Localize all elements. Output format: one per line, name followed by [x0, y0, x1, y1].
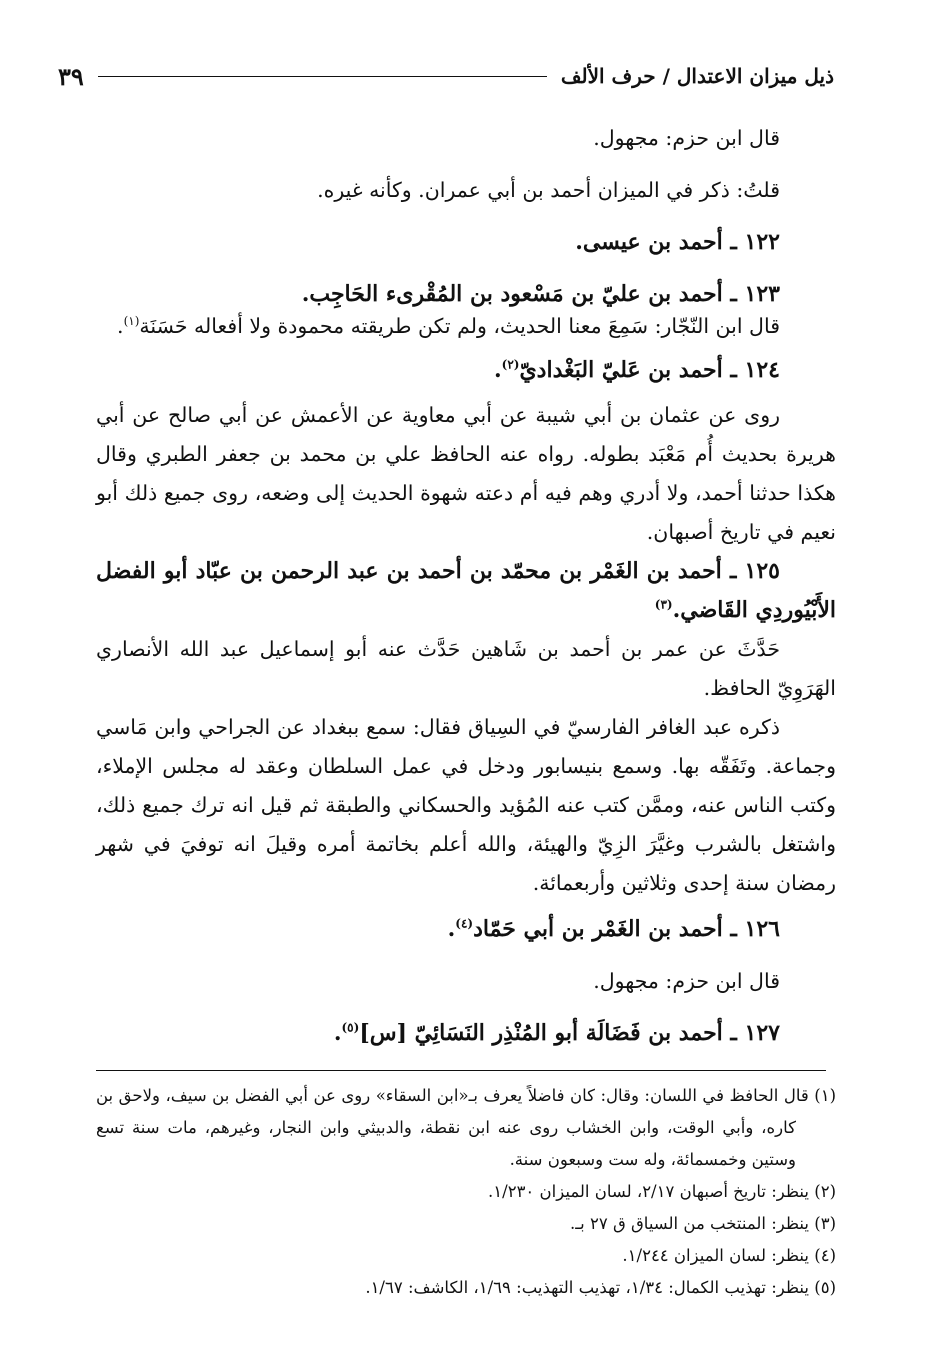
footnote: (٣) ينظر: المنتخب من السياق ق ٢٧ بـ.	[570, 1214, 836, 1233]
footnote: (١) قال الحافظ في اللسان: وقال: كان فاضلاً يعرف بـ«ابن السقاء» روى عن أبي الفضل بن سيف، ولاحق بن كاره، وأبي الوقت، وابن الخشاب روى عنه ابن نقطة، والدبيثي وابن النجار، وغيرهم، مات سنة تسع وستين وخمسمائة، وله ست وسبعون سنة.	[96, 1086, 836, 1169]
footnote-ref: (٣)	[654, 597, 673, 612]
footnote-divider	[96, 1070, 826, 1071]
paragraph: ذكره عبد الغافر الفارسيّ في السِياق فقال: سمع ببغداد عن الجراحي وابن مَاسي وجماعة. وتَفَقّه بها. وسمع بنيسابور ودخل في عمل السلطان وعقد له مجلس الإملاء، وكتب الناس عنه، وممَّن كتب عنه المُؤيد والحسكاني والطبقة ثم قيل انه ترك جميع ذلك، واشتغل بالشرب وغيَّرَ الزِيّ والهيئة، والله أعلم بخاتمة أمره وقيلَ انه توفيَ في شهر رمضان سنة إحدى وثلاثين وأربعمائة.	[96, 715, 836, 895]
footnote: (٥) ينظر: تهذيب الكمال: ١/٣٤، تهذيب التهذيب: ١/٦٩، الكاشف: ١/٦٧.	[365, 1278, 836, 1297]
footnote-ref: (٢)	[501, 357, 520, 372]
entry-heading-125: ١٢٥ ـ أحمد بن الغَمْر بن محمّد بن أحمد بن عبد الرحمن بن عبّاد أبو الفضل الأَبْيُوردِي القَاضي.$^{(٣)}$	[96, 558, 836, 623]
entry-heading-123: ١٢٣ ـ أحمد بن عليّ بن مَسْعود بن المُقْرىء الحَاجِب.	[301, 281, 780, 307]
footnote-ref: (٤)	[455, 916, 474, 931]
entry-heading-126: ١٢٦ ـ أحمد بن الغَمْر بن أبي حَمّاد$^{(٤)}$.	[447, 916, 780, 942]
paragraph: قال ابن النّجّار: سَمِعَ معنا الحديث، ولم تكن طريقته محمودة ولا أفعاله حَسَنَة$^{(١)}$.	[117, 314, 780, 338]
paragraph: روى عن عثمان بن أبي شيبة عن أبي معاوية عن الأعمش عن أبي صالح عن أبي هريرة بحديث أُم مَعْبَد بطوله. رواه عنه الحافظ علي بن محمد بن جعفر الطبري وقال هكذا حدثنا أحمد، ولا أدري وهم فيه أم دعته شهوة الحديث إلى وضعه، روى جميع ذلك أبو نعيم في تاريخ أصبهان.	[96, 403, 836, 544]
paragraph: قال ابن حزم: مجهول.	[593, 969, 780, 993]
paragraph: حَدَّثَ عن عمر بن أحمد بن شَاهين حَدَّث عنه أبو إسماعيل عبد الله الأنصاري الهَرَوِيّ الحافظ.	[96, 637, 836, 700]
main-text	[96, 112, 836, 1059]
page-number: ٣٩	[58, 61, 84, 91]
entry-heading-127: ١٢٧ ـ أحمد بن فَضَالَة أبو المُنْذِر النَسَائِيّ [س]$^{(٥)}$.	[333, 1020, 780, 1046]
footnote-ref: (٥)	[341, 1020, 360, 1035]
paragraph: قال ابن حزم: مجهول.	[593, 126, 780, 150]
entry-heading-124: ١٢٤ ـ أحمد بن عَليّ البَغْداديّ$^{(٢)}$.	[493, 357, 780, 383]
paragraph: قلتُ: ذكر في الميزان أحمد بن أبي عمران. وكأنه غيره.	[317, 178, 780, 202]
footnote: (٤) ينظر: لسان الميزان ١/٢٤٤.	[622, 1246, 836, 1265]
footnote-ref: (١)	[123, 314, 140, 329]
running-title: ذيل ميزان الاعتدال / حرف الألف	[560, 64, 834, 88]
footnote: (٢) ينظر: تاريخ أصبهان ٢/١٧، لسان الميزان ١/٢٣٠.	[488, 1182, 836, 1201]
header-rule	[98, 76, 547, 77]
footnotes	[96, 1080, 836, 1304]
entry-heading-122: ١٢٢ ـ أحمد بن عيسى.	[575, 229, 780, 255]
running-header	[58, 56, 834, 96]
